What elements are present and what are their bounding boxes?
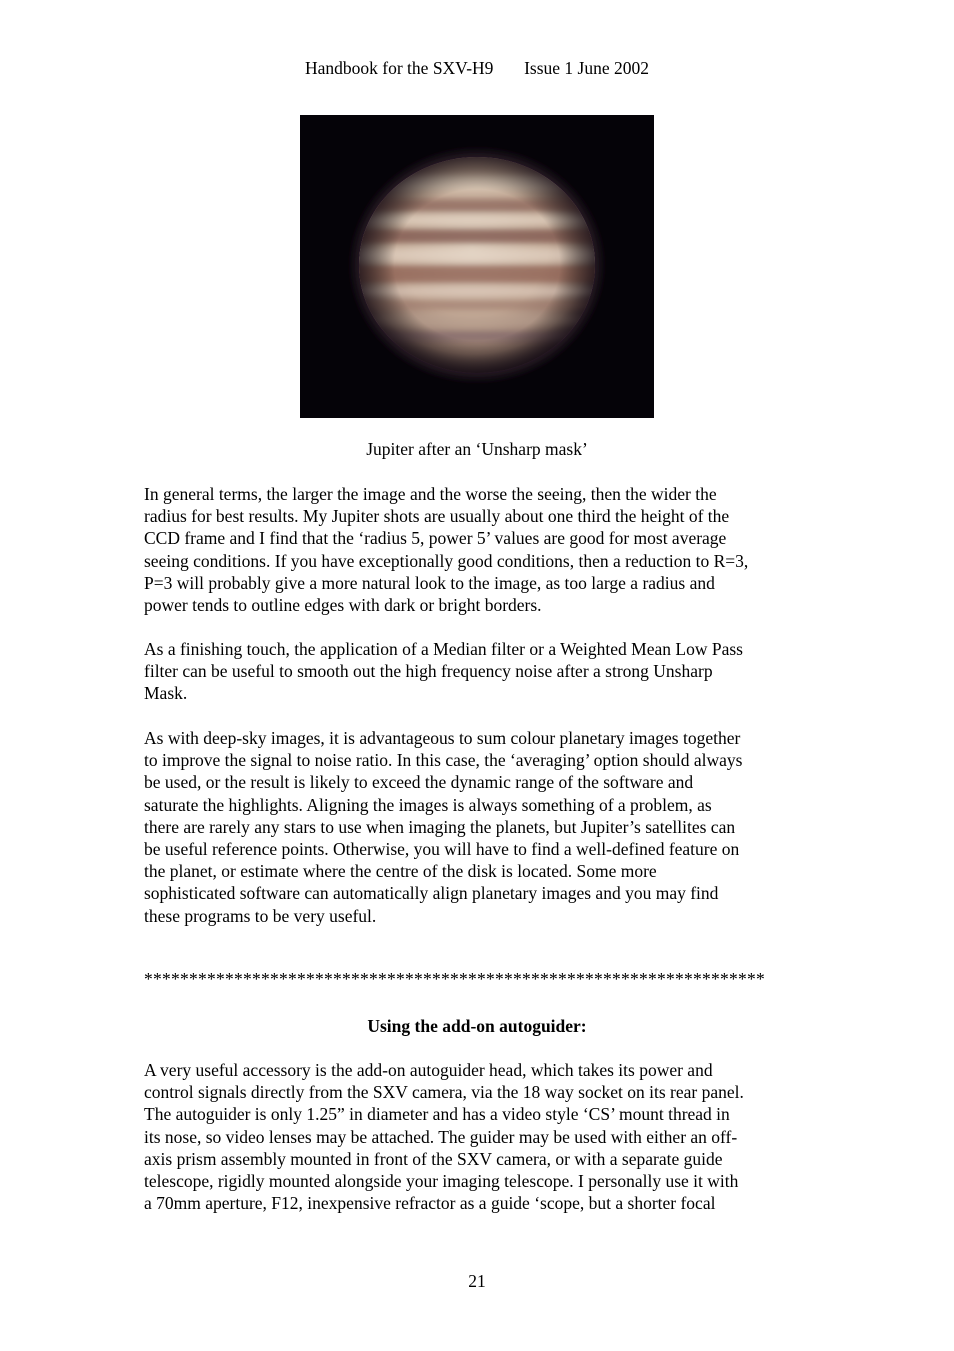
- text-line: CCD frame and I find that the ‘radius 5, power 5’ values are good for most average: [144, 528, 727, 549]
- text-line: As a finishing touch, the application of a Median filter or a Weighted Mean Low Pass: [144, 639, 743, 659]
- text-line: As with deep-sky images, it is advantageous to sum colour planetary images together: [144, 728, 741, 748]
- section-separator: *********************************************************************: [144, 969, 765, 989]
- page-header: [0, 57, 954, 79]
- text-line: there are rarely any stars to use when imaging the planets, but Jupiter’s satellites can: [144, 816, 736, 837]
- handbook-title: Handbook for the SXV-H9: [305, 58, 494, 78]
- paragraph-finishing-touch: [144, 638, 820, 705]
- text-line: In general terms, the larger the image and the worse the seeing, then the wider the: [144, 484, 717, 504]
- text-line: power tends to outline edges with dark or bright borders.: [144, 595, 542, 616]
- paragraph-autoguider: [144, 1059, 820, 1214]
- text-line: filter can be useful to smooth out the high frequency noise after a strong Unsharp: [144, 661, 713, 682]
- text-line: its nose, so video lenses may be attached. The guider may be used with either an off-: [144, 1126, 738, 1147]
- text-line: be useful reference points. Otherwise, you will have to find a well-defined feature on: [144, 839, 740, 860]
- text-line: be used, or the result is likely to exceed the dynamic range of the software and: [144, 772, 694, 793]
- paragraph-unsharp-radius: [144, 483, 820, 616]
- text-line: to improve the signal to noise ratio. In this case, the ‘averaging’ option should always: [144, 750, 743, 771]
- text-line: telescope, rigidly mounted alongside your imaging telescope. I personally use it with: [144, 1171, 739, 1192]
- text-line: The autoguider is only 1.25” in diameter and has a video style ‘CS’ mount thread in: [144, 1104, 730, 1125]
- figure-caption: Jupiter after an ‘Unsharp mask’: [366, 439, 588, 459]
- paragraph-summing-images: [144, 727, 820, 927]
- text-line: Mask.: [144, 683, 188, 704]
- text-line: seeing conditions. If you have exceptionally good conditions, then a reduction to R=3,: [144, 550, 749, 571]
- text-line: saturate the highlights. Aligning the images is always something of a problem, as: [144, 794, 712, 815]
- text-line: the planet, or estimate where the centre of the disk is located. Some more: [144, 861, 657, 882]
- text-line: a 70mm aperture, F12, inexpensive refractor as a guide ‘scope, but a shorter focal: [144, 1193, 716, 1214]
- jupiter-photo: [300, 115, 654, 418]
- issue-date: Issue 1 June 2002: [524, 58, 649, 78]
- section-heading: Using the add-on autoguider:: [367, 1016, 587, 1036]
- text-line: radius for best results. My Jupiter shots are usually about one third the height of the: [144, 506, 730, 527]
- text-line: axis prism assembly mounted in front of the SXV camera, or with a separate guide: [144, 1148, 723, 1169]
- page-number: 21: [468, 1271, 486, 1291]
- text-line: sophisticated software can automatically align planetary images and you may find: [144, 883, 719, 904]
- text-line: control signals directly from the SXV camera, via the 18 way socket on its rear panel.: [144, 1082, 744, 1103]
- text-line: A very useful accessory is the add-on autoguider head, which takes its power and: [144, 1060, 713, 1080]
- text-line: P=3 will probably give a more natural look to the image, as too large a radius and: [144, 572, 715, 593]
- text-line: these programs to be very useful.: [144, 905, 377, 926]
